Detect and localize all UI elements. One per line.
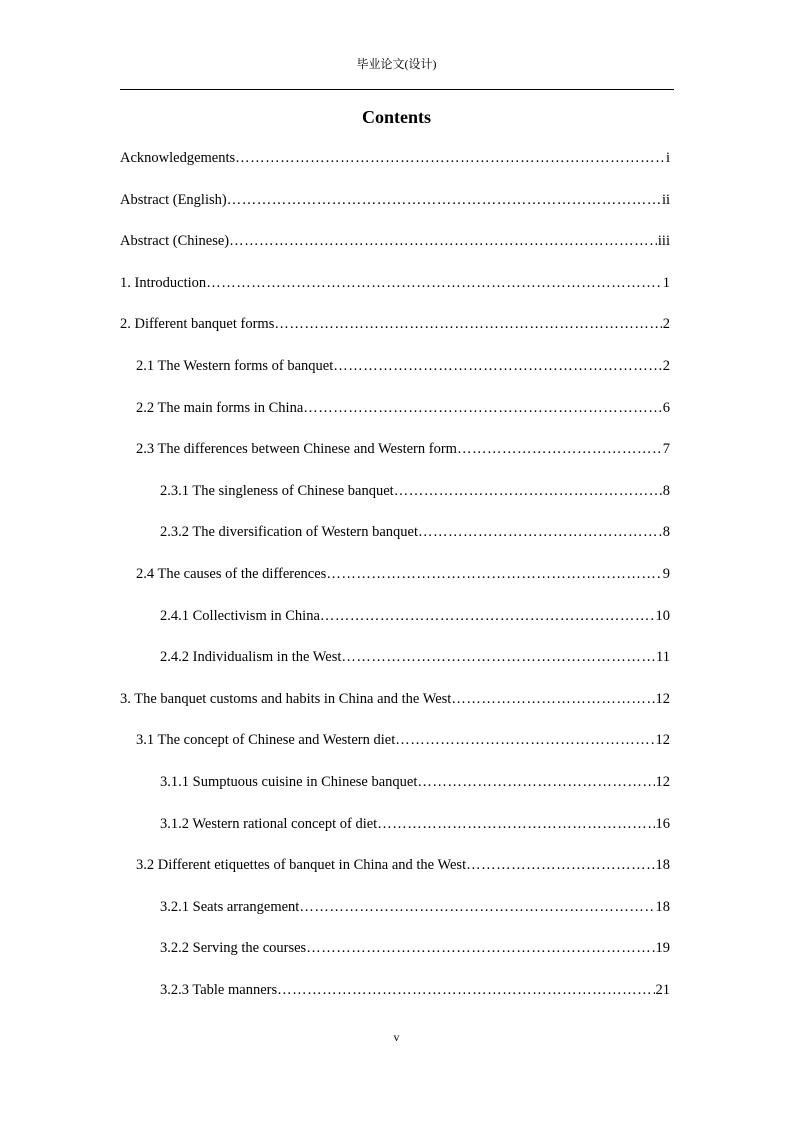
toc-entry-page: i (665, 150, 670, 166)
toc-entry-abstract-english[interactable] (120, 190, 670, 210)
dot-leader (326, 564, 661, 584)
toc-entry-page: 11 (656, 649, 670, 665)
toc-entry-western-forms[interactable] (136, 356, 670, 376)
dot-leader (341, 647, 655, 667)
toc-entry-label: 3.1.2 Western rational concept of diet (160, 816, 378, 832)
toc-entry-main-forms-china[interactable] (136, 398, 670, 418)
dot-leader (277, 980, 654, 1000)
toc-entry-different-banquet-forms[interactable] (120, 314, 670, 334)
toc-entry-causes-differences[interactable] (136, 564, 670, 584)
toc-entry-label: 2.1 The Western forms of banquet (136, 358, 334, 374)
toc-entry-label: 3.2.3 Table manners (160, 982, 278, 998)
toc-entry-page: ii (661, 192, 670, 208)
toc-entry-acknowledgements[interactable] (120, 148, 670, 168)
toc-entry-label: 3.1.1 Sumptuous cuisine in Chinese banquet (160, 774, 418, 790)
dot-leader (395, 730, 654, 750)
toc-entry-label: 3.2.2 Serving the courses (160, 940, 307, 956)
toc-entry-page: 1 (662, 275, 670, 291)
toc-entry-page: 7 (662, 441, 670, 457)
toc-entry-table-manners[interactable] (160, 980, 670, 1000)
dot-leader (235, 148, 665, 168)
toc-entry-page: 12 (655, 691, 670, 707)
toc-entry-page: 2 (662, 316, 670, 332)
toc-entry-label: 2.3.2 The diversification of Western banquet (160, 524, 419, 540)
toc-entry-page: 16 (655, 816, 670, 832)
toc-entry-page: 18 (655, 899, 670, 915)
toc-entry-differences-form[interactable] (136, 439, 670, 459)
toc-entry-page: 6 (662, 400, 670, 416)
toc-entry-page: 8 (662, 524, 670, 540)
toc-entry-label: 2.2 The main forms in China (136, 400, 304, 416)
toc-entry-seats-arrangement[interactable] (160, 897, 670, 917)
toc-entry-label: 3.2.1 Seats arrangement (160, 899, 300, 915)
toc-entry-abstract-chinese[interactable] (120, 231, 670, 251)
toc-entry-page: 9 (662, 566, 670, 582)
dot-leader (457, 439, 662, 459)
toc-entry-label: 2.4.2 Individualism in the West (160, 649, 342, 665)
dot-leader (229, 231, 657, 251)
toc-entry-page: 18 (655, 857, 670, 873)
header-divider (120, 89, 674, 90)
dot-leader (303, 398, 661, 418)
toc-entry-page: 12 (655, 732, 670, 748)
toc-entry-label: Abstract (Chinese) (120, 233, 230, 249)
toc-entry-label: 1. Introduction (120, 275, 207, 291)
toc-entry-label: 2.3.1 The singleness of Chinese banquet (160, 483, 394, 499)
toc-entry-customs-habits[interactable] (120, 689, 670, 709)
toc-entry-label: 2.4.1 Collectivism in China (160, 608, 320, 624)
toc-entry-page: 19 (655, 940, 670, 956)
toc-entry-serving-courses[interactable] (160, 938, 670, 958)
page-header: 毕业论文(设计) (356, 57, 437, 71)
dot-leader (320, 606, 655, 626)
toc-entry-etiquettes-banquet[interactable] (136, 855, 670, 875)
dot-leader (417, 772, 654, 792)
page-number: v (393, 1030, 400, 1044)
dot-leader (333, 356, 662, 376)
toc-entry-label: 2.4 The causes of the differences (136, 566, 327, 582)
toc-entry-label: 2.3 The differences between Chinese and Western form (136, 441, 457, 457)
toc-entry-western-rational-diet[interactable] (160, 814, 670, 834)
toc-entry-page: 2 (662, 358, 670, 374)
toc-entry-page: 10 (655, 608, 670, 624)
toc-entry-label: Abstract (English) (120, 192, 227, 208)
toc-entry-concept-diet[interactable] (136, 730, 670, 750)
toc-entry-sumptuous-cuisine[interactable] (160, 772, 670, 792)
page-title: Contents (361, 107, 431, 127)
toc-entry-individualism-west[interactable] (160, 647, 670, 667)
toc-entry-label: 3. The banquet customs and habits in China and the West (120, 691, 452, 707)
toc-entry-singleness-chinese[interactable] (160, 481, 670, 501)
toc-entry-label: Acknowledgements (120, 150, 236, 166)
dot-leader (377, 814, 654, 834)
toc-entry-page: 21 (655, 982, 670, 998)
dot-leader (206, 273, 662, 293)
toc-entry-label: 3.2 Different etiquettes of banquet in China and the West (136, 857, 467, 873)
toc-entry-label: 3.1 The concept of Chinese and Western diet (136, 732, 396, 748)
dot-leader (306, 938, 654, 958)
toc-entry-page: iii (657, 233, 670, 249)
dot-leader (394, 481, 662, 501)
dot-leader (451, 689, 654, 709)
toc-entry-collectivism-china[interactable] (160, 606, 670, 626)
toc-entry-label: 2. Different banquet forms (120, 316, 275, 332)
toc-entry-introduction[interactable] (120, 273, 670, 293)
dot-leader (418, 522, 662, 542)
toc-entry-diversification-western[interactable] (160, 522, 670, 542)
dot-leader (227, 190, 661, 210)
toc-entry-page: 12 (655, 774, 670, 790)
dot-leader (274, 314, 661, 334)
toc-entry-page: 8 (662, 483, 670, 499)
dot-leader (299, 897, 654, 917)
dot-leader (466, 855, 654, 875)
